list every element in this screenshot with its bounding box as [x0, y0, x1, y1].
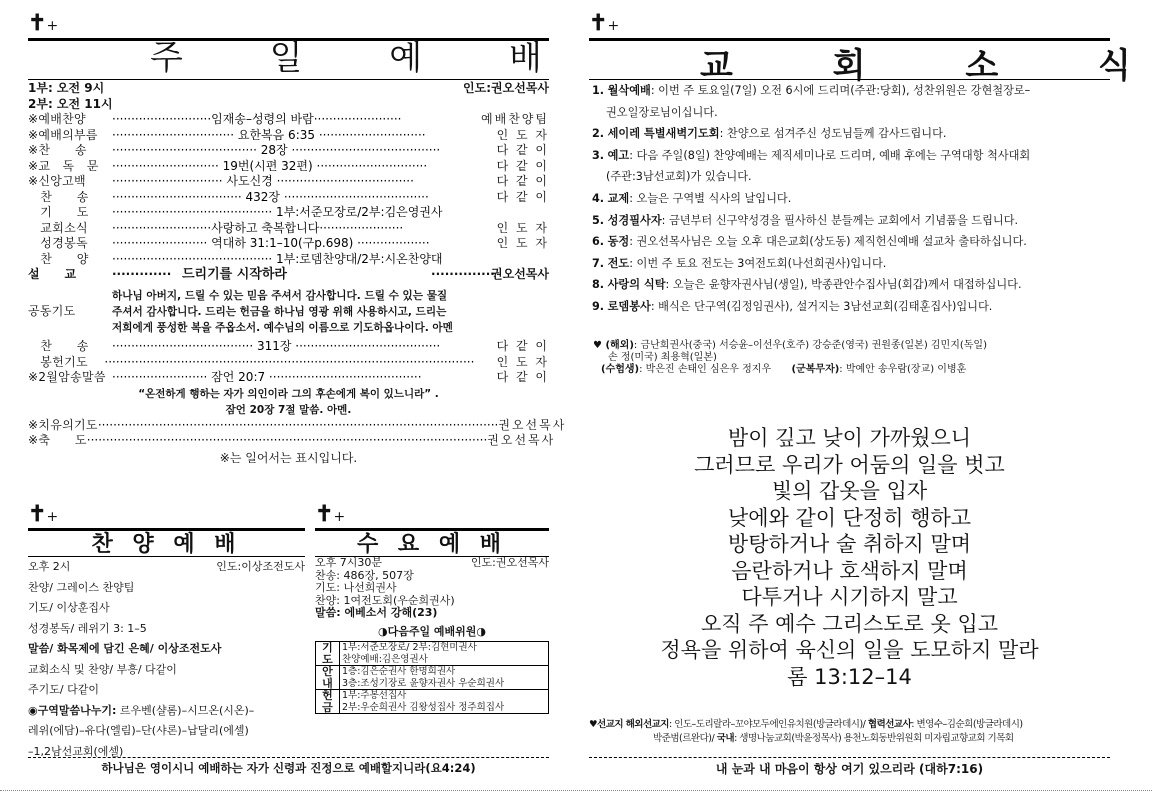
order-label: 찬 양 — [28, 251, 89, 266]
sermon-title: 드리기를 시작하라 — [182, 267, 287, 282]
praise-sermon: 말씀/ 화목제에 담긴 은혜/ 이상조전도사 — [28, 642, 222, 655]
share-text: –1,2남선교회(에셀) — [28, 744, 124, 758]
news-num: 7. — [592, 256, 605, 270]
order-label: ※교 독 문 — [28, 158, 99, 173]
praise-line: 기도/ 이상훈집사 — [28, 601, 110, 614]
order-row — [28, 143, 549, 159]
order-detail: ··························사랑하고 축복합니다······················ — [112, 220, 404, 235]
order-detail: ························· 잠언 20:7 ········································ — [112, 370, 422, 384]
order-performer: 다 같 이 — [496, 174, 549, 188]
news-item — [592, 188, 1112, 210]
news-head: 월삭예배 — [607, 84, 651, 97]
order-performer: 다 같 이 — [496, 339, 549, 353]
divider — [28, 757, 549, 758]
share-text: 르우벤(샬롬)–시므온(시온)– — [116, 703, 255, 717]
duty-line: 1층:김은순권사 한명희권사 — [342, 666, 456, 677]
duty-names — [340, 666, 549, 690]
mission-head: 해외선교지 — [625, 719, 669, 730]
order-performer: 예배찬양팀 — [481, 112, 549, 126]
soldier-text: : 박예안 송우람(장교) 이병훈 — [839, 364, 967, 375]
news-list — [592, 80, 1112, 318]
order-detail: ····························· 사도신경 ···································· — [112, 174, 414, 188]
order-label: ※신앙고백 — [28, 174, 86, 188]
bottom-verse-left: 하나님은 영이시니 예배하는 자가 신령과 진정으로 예배할지니라(요4:24) — [101, 761, 476, 775]
order-row — [28, 128, 549, 144]
cross-icon: ✝+ — [589, 10, 620, 36]
share-row — [28, 701, 305, 722]
order-label: 교회소식 — [28, 220, 88, 235]
order-rows — [28, 112, 549, 267]
news-item — [592, 145, 1112, 167]
order-label: ※2월암송말씀 — [28, 370, 106, 384]
news-num: 6. — [592, 235, 605, 249]
order-row — [28, 370, 549, 386]
order-detail: ········································································································· — [86, 433, 488, 447]
news-num: 4. — [592, 191, 605, 205]
order-label: ※예배찬양 — [28, 112, 86, 126]
cross-icon: ✝+ — [315, 501, 346, 527]
order-detail: ········································································································· — [97, 417, 499, 432]
order-label: 성경봉독 — [28, 236, 88, 250]
verse-line: 롬 13:12–14 — [787, 664, 912, 689]
order-row — [28, 174, 549, 190]
order-detail: ·································· 432장 ······································ — [112, 189, 429, 204]
prayer-label: 공동기도 — [28, 304, 76, 319]
wed-leader: 인도:권오선목사 — [470, 556, 549, 569]
news-text: : 권오선목사님은 오늘 오후 대은교회(상도동) 제직헌신예배 설교차 출타하십니다. — [629, 235, 1027, 249]
order-performer: 권오선목사 — [498, 417, 567, 432]
news-item — [592, 210, 1112, 232]
duty-row — [316, 690, 549, 714]
order-row — [28, 355, 549, 371]
order-label: ※예배의부름 — [28, 127, 98, 142]
order-label: ※찬 송 — [28, 143, 87, 157]
mission-text: : 인도–도리랄라–꼬야모두에인유치원(방글라데시)/ — [668, 719, 866, 730]
order-row — [28, 339, 549, 355]
sermon-label: 설 교 — [28, 267, 77, 281]
verse-line: 오직 주 예수 그리스도로 옷 입고 — [700, 611, 999, 636]
soldier-label: (군복무자) — [791, 364, 840, 375]
duty-table — [315, 641, 549, 714]
order-detail: ····································· 311장 ······································ — [112, 339, 441, 353]
wed-line: 찬양: 1여전도회(우순희권사) — [315, 593, 455, 607]
order-row — [28, 252, 549, 268]
order-performer: 다 같 이 — [496, 158, 549, 173]
duty-line: 3층:조성기장로 윤향자권사 우순희권사 — [342, 677, 505, 689]
wed-time: 오후 7시30분 — [315, 556, 382, 569]
news-num: 5. — [592, 213, 605, 227]
duty-names — [340, 642, 549, 666]
order-label: 찬 송 — [28, 189, 89, 204]
share-text: 레위(에담)–유다(엘림)–단(샤론)–납달리(에셀) — [28, 724, 249, 737]
praise-time-row — [28, 557, 305, 578]
news-num: 2. — [592, 127, 605, 141]
page-bottom-line — [0, 790, 1152, 791]
news-head: 예고 — [607, 148, 630, 162]
student-text: : 박은진 손태인 심은우 정지우 — [639, 364, 772, 375]
order-detail: ···························· 19번(시편 32편) ····························· — [112, 158, 428, 173]
memory-verse-line: “온전하게 행하는 자가 의인이라 그의 후손에게 복이 있느니라” . — [138, 387, 439, 400]
verse-line: 음란하거나 호색하지 말며 — [731, 558, 968, 583]
order-detail: ································ 요한복음 6:35 ···························· — [112, 127, 426, 142]
order-label: ※치유의기도 — [28, 417, 98, 432]
news-text: : 이번 주 토요일(7일) 오전 6시에 드리며(주관:당회), 성찬위원은 강현철장로– — [650, 84, 1031, 97]
mission-head: 국내 — [716, 733, 735, 744]
order-performer: 다 같 이 — [496, 189, 549, 204]
news-num: 9. — [592, 299, 605, 313]
overseas-text: : 금난희권사(중국) 서승윤–이선우(호주) 강승준(영국) 권원종(일본) 김민지(독일) — [633, 340, 987, 351]
order-rows-2 — [28, 339, 549, 386]
order-row — [28, 417, 567, 434]
news-item — [592, 123, 1112, 145]
praise-line: 교회소식 및 찬양/ 부흥/ 다같이 — [28, 662, 177, 676]
praise-body — [28, 557, 305, 762]
news-text: : 이번 주 토요 전도는 3여전도회(나선희권사)입니다. — [629, 256, 887, 270]
verse-line: 다투거나 시기하지 말고 — [741, 585, 958, 609]
wed-line: 찬송: 486장, 507장 — [315, 568, 414, 582]
mission-text: : 변영수–김순희(방글라데시) — [911, 719, 1023, 730]
news-text: : 오늘은 윤향자권사님(생일), 박종관안수집사님(회갑)께서 대접하십니다. — [665, 278, 1022, 292]
order-row — [28, 159, 549, 175]
duty-line: 1부:주봉선집사 — [342, 690, 407, 701]
praise-line: 성경봉독/ 레위기 3: 1–5 — [28, 621, 147, 635]
order-label: ※축 도 — [28, 433, 87, 447]
verse-line: 그러므로 우리가 어둠의 일을 벗고 — [694, 452, 1005, 477]
verse-line: 정욕을 위하여 육신의 일을 도모하지 말라 — [660, 638, 1039, 662]
duty-head: 안내 — [316, 666, 340, 690]
news-item — [592, 231, 1112, 253]
mission-row — [589, 718, 1110, 732]
order-rows-3 — [28, 417, 567, 449]
order-detail: ······································ 28장 ······································· — [112, 143, 441, 157]
news-head: 로뎀봉사 — [607, 299, 651, 313]
bottom-verse-right: 내 눈과 내 마음이 항상 여기 있으리라 (대하7:16) — [715, 762, 984, 776]
prayer-text — [112, 288, 549, 336]
order-performer: 인 도 자 — [496, 236, 549, 250]
memory-verse — [28, 386, 549, 418]
verse-line: 빛의 갑옷을 입자 — [771, 479, 928, 503]
praise-line: 주기도/ 다같이 — [28, 683, 99, 696]
order-row — [28, 433, 556, 449]
order-row — [28, 190, 549, 206]
order-label: 찬 송 — [28, 339, 89, 353]
news-head: 동정 — [607, 235, 630, 249]
romans-verse — [589, 425, 1110, 690]
duty-head: 기도 — [316, 642, 340, 666]
mission-head: 협력선교사 — [867, 719, 912, 730]
prayer-line: 주셔서 감사합니다. 드리는 헌금을 하나님 영광 위해 사용하시고, 드리는 — [112, 306, 447, 318]
duty-head: 헌금 — [316, 690, 340, 714]
news-text: : 찬양으로 섬겨주신 성도님들께 감사드립니다. — [719, 127, 947, 141]
news-num: 8. — [592, 278, 605, 292]
news-text: : 다음 주일(8일) 찬양예배는 제직세미나로 드리며, 예배 후에는 구역대항 척사대회 — [629, 148, 1031, 162]
order-detail: ························· 역대하 31:1–10(구p.698) ··················· — [112, 236, 430, 250]
wed-time-row — [315, 557, 549, 570]
order-row — [28, 236, 549, 252]
overseas-row — [593, 340, 1113, 352]
news-text: : 배식은 단구역(김정임권사), 설거지는 3남선교회(김태훈집사)입니다. — [650, 299, 993, 313]
order-performer: 다 같 이 — [496, 143, 549, 157]
praise-line: 찬양/ 그레이스 찬양팀 — [28, 580, 135, 594]
worship-title: 주 일 예 배 — [150, 38, 580, 78]
cross-icon: ✝+ — [28, 501, 59, 527]
order-performer: 인 도 자 — [496, 220, 549, 235]
news-title: 교 회 소 식 — [700, 46, 1175, 86]
order-performer: 다 같 이 — [496, 370, 549, 384]
news-head: 사랑의 식탁 — [607, 278, 666, 292]
divider — [589, 757, 1110, 758]
news-text: : 금년부터 신구약성경을 필사하신 분들께는 교회에서 기념품을 드립니다. — [661, 213, 1019, 227]
mission-block — [589, 718, 1110, 746]
prayer-line: 저희에게 풍성한 복을 주옵소서. 예수님의 이름으로 기도하옵나이다. 아멘 — [112, 322, 453, 334]
wed-body — [315, 557, 549, 714]
duty-line: 찬양예배:김은영권사 — [342, 653, 428, 665]
sermon-row: 설 교 ············· 드리기를 시작하라 ·············· 권오선목사 — [28, 267, 549, 282]
sermon-preacher: 권오선목사 — [491, 267, 549, 281]
order-detail: ································································································· — [104, 354, 475, 369]
cross-icon: ✝+ — [28, 10, 59, 36]
prayer-list — [593, 340, 1113, 376]
verse-line: 방탕하거나 술 취하지 말며 — [727, 532, 972, 556]
mission-row-2 — [589, 732, 1110, 746]
duty-line: 1부:서준모장로/ 2부:김현미권사 — [342, 642, 477, 653]
order-label: 기 도 — [28, 205, 89, 219]
duty-row — [316, 666, 549, 690]
order-label: 봉헌기도 — [28, 354, 88, 369]
order-row — [28, 112, 549, 128]
news-head: 세이레 특별새벽기도회 — [607, 127, 720, 141]
service1-time: 1부: 오전 9시 — [28, 81, 105, 95]
order-performer: 권오선목사 — [487, 433, 556, 447]
news-item-cont: 권오일장로님이십니다. — [606, 105, 718, 119]
order-detail: ·········································· 1부:서준모장로/2부:김은영권사 — [112, 205, 443, 219]
duty-line: 2부:우순희권사 김왕성집사 정주희집사 — [342, 701, 505, 713]
service-times — [28, 81, 549, 97]
order-row — [28, 205, 549, 221]
prayer-line: 하나님 아버지, 드릴 수 있는 믿음 주셔서 감사합니다. 드릴 수 있는 물질 — [112, 290, 448, 302]
verse-line: 밤이 깊고 낮이 가까웠으니 — [727, 426, 972, 450]
overseas-label: ♥ (해외) — [593, 340, 634, 351]
news-head: 전도 — [607, 256, 630, 270]
news-num: 1. — [592, 84, 605, 97]
title-underline — [28, 79, 549, 80]
order-detail: ··························임재송–성령의 바람······················· — [112, 112, 402, 126]
mission-label: ♥선교지 — [589, 719, 624, 730]
student-label: (수험생) — [601, 364, 640, 375]
worship-order — [28, 81, 567, 467]
news-text: : 오늘은 구역별 식사의 날입니다. — [629, 191, 792, 205]
praise-title: 찬 양 예 배 — [91, 532, 242, 557]
wed-title: 수 요 예 배 — [357, 532, 507, 557]
mission-text: 박준범(르완다)/ — [653, 733, 715, 744]
news-item — [592, 274, 1112, 296]
news-item — [592, 296, 1112, 318]
leader: 인도:권오선목사 — [463, 81, 549, 95]
news-item — [592, 253, 1112, 275]
mission-text: : 생명나눔교회(박윤정목사) 용천노회동반위원회 미자립교향교회 기목회 — [734, 733, 1014, 744]
stand-note: ※는 일어서는 표시입니다. — [219, 450, 358, 465]
wed-sermon: 말씀: 에베소서 강해(23) — [315, 606, 438, 619]
news-head: 교제 — [607, 191, 630, 205]
news-head: 성경필사자 — [607, 213, 662, 227]
next-duty-title: ◑다음주일 예배위원◑ — [377, 624, 487, 638]
service2-time: 2부: 오전 11시 — [28, 96, 113, 111]
news-num: 3. — [592, 148, 605, 162]
praise-time: 오후 2시 — [28, 560, 71, 573]
student-row — [593, 364, 1113, 376]
overseas-row-2: 손 정(미국) 최용혁(일본) — [608, 352, 717, 363]
memory-verse-ref: 잠언 20장 7절 말씀. 아멘. — [225, 403, 352, 416]
praise-leader: 인도:이상조전도사 — [216, 560, 305, 573]
duty-row — [316, 642, 549, 666]
news-item — [592, 80, 1112, 102]
wed-line: 기도: 나선희권사 — [315, 581, 397, 594]
order-row — [28, 221, 549, 237]
order-performer: 인 도 자 — [496, 354, 549, 369]
verse-line: 낮에와 같이 단정히 행하고 — [727, 505, 972, 530]
duty-names — [340, 690, 549, 714]
news-item-cont: (주관:3남선교회)가 있습니다. — [606, 170, 752, 184]
service2-row — [28, 97, 549, 113]
order-detail: ·········································· 1부:로뎀찬양대/2부:시온찬양대 — [112, 251, 443, 266]
order-performer: 인 도 자 — [496, 127, 549, 142]
share-label: ◉구역말씀나누기: — [28, 703, 117, 717]
prayer-block — [28, 285, 549, 339]
